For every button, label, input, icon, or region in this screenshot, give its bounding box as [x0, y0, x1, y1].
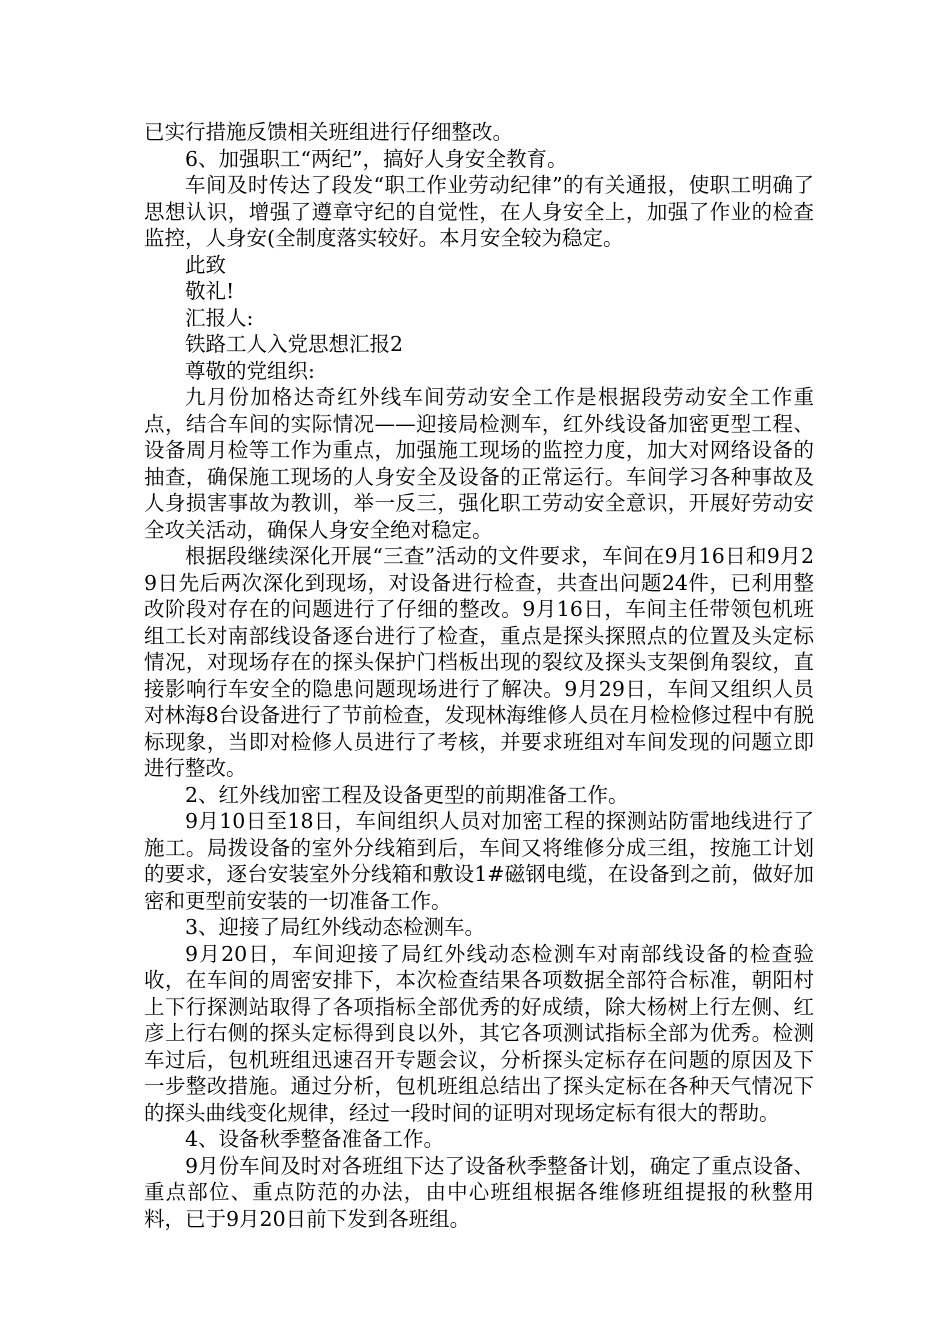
paragraph: 9月20日，车间迎接了局红外线动态检测车对南部线设备的检查验收，在车间的周密安排下，本次检查结果各项数据全部符合标准，朝阳村上下行探测站取得了各项指标全部优秀的好成绩，除大杨树上行左侧、红彦上行右侧的探头定标得到良以外，其它各项测试指标全部为优秀。检测车过后，包机班组迅速召开专题会议，分析探头定标存在问题的原因及下一步整改措施。通过分析，包机班组总结出了探头定标在各种天气情况下的探头曲线变化规律，经过一段时间的证明对现场定标有很大的帮助。: [144, 941, 814, 1125]
subheading: 4、设备秋季整备准备工作。: [185, 1127, 445, 1151]
paragraph: 根据段继续深化开展“三查”活动的文件要求，车间在9月16日和9月29日先后两次深化到现场，对设备进行检查，共查出问题24件，已利用整改阶段对存在的问题进行了仔细的整改。9月16日，车间主任带领包机班组工长对南部线设备逐台进行了检查，重点是探头探照点的位置及头定标情况，对现场存在的探头保护门档板出现的裂纹及探头支架倒角裂纹，直接影响行车安全的隐患问题现场进行了解决。9月29日，车间又组织人员对林海8台设备进行了节前检查，发现林海维修人员在月检检修过程中有脱标现象，当即对检修人员进行了考核，并要求班组对车间发现的问题立即进行整改。: [144, 544, 814, 780]
document-body: [144, 119, 814, 1232]
paragraph: 九月份加格达奇红外线车间劳动安全工作是根据段劳动安全工作重点，结合车间的实际情况——迎接局检测车，红外线设备加密更型工程、设备周月检等工作为重点，加强施工现场的监控力度，加大对网络设备的抽查，确保施工现场的人身安全及设备的正常运行。车间学习各种事故及人身损害事故为教训，举一反三，强化职工劳动安全意识，开展好劳动安全攻关活动，确保人身安全绝对稳定。: [144, 385, 814, 542]
paragraph: 车间及时传达了段发“职工作业劳动纪律”的有关通报，使职工明确了思想认识，增强了遵章守纪的自觉性，在人身安全上，加强了作业的检查监控，人身安(全制度落实较好。本月安全较为稳定。: [144, 173, 814, 250]
reporter-label: 汇报人:: [185, 305, 254, 330]
paragraph: 已实行措施反馈相关班组进行仔细整改。: [144, 120, 513, 144]
closing-salutation: 此致: [185, 252, 226, 277]
salutation: 尊敬的党组织:: [185, 358, 315, 383]
paragraph: 9月份车间及时对各班组下达了设备秋季整备计划，确定了重点设备、重点部位、重点防范的办法，由中心班组根据各维修班组提报的秋整用料，已于9月20日前下发到各班组。: [144, 1153, 814, 1231]
subheading: 2、红外线加密工程及设备更型的前期准备工作。: [185, 782, 629, 807]
paragraph: 9月10日至18日，车间组织人员对加密工程的探测站防雷地线进行了施工。局拨设备的室外分线箱到后，车间又将维修分成三组，按施工计划的要求，逐台安装室外分线箱和敷设1#磁钢电缆，在设备到之前，做好加密和更型前安装的一切准备工作。: [144, 809, 814, 913]
section-title: 铁路工人入党思想汇报2: [185, 332, 404, 356]
closing-respect: 敬礼!: [185, 279, 235, 303]
paragraph: 6、加强职工“两纪”，搞好人身安全教育。: [185, 146, 568, 171]
subheading: 3、迎接了局红外线动态检测车。: [185, 915, 486, 939]
